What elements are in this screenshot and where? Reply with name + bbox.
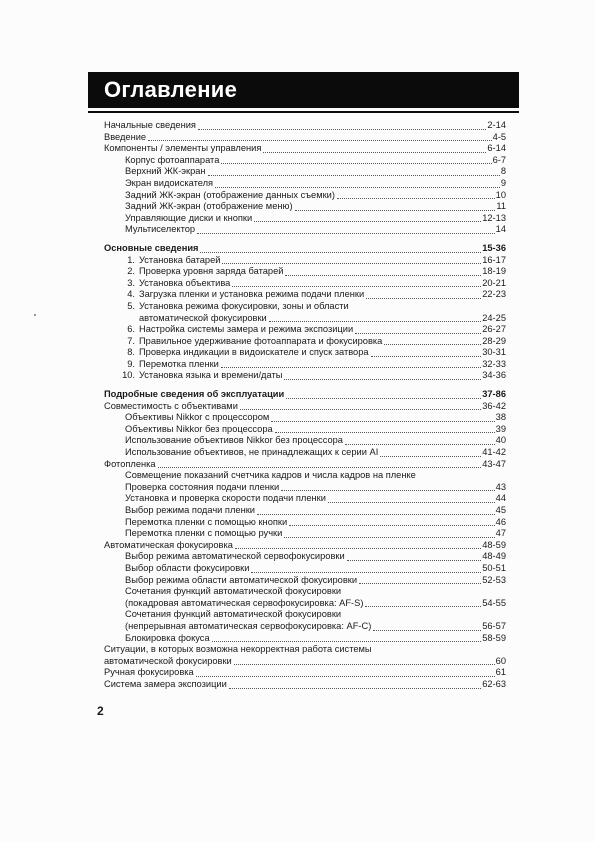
toc-entry-number: 3. [127, 277, 135, 288]
toc-entry-page: 15-36 [482, 242, 506, 253]
toc-entry-leader [221, 367, 481, 368]
toc-entry-leader [158, 467, 482, 468]
toc-entry-leader [254, 221, 481, 222]
toc-entry-text: Выбор области фокусировки [125, 562, 250, 573]
toc-entry-leader [197, 233, 495, 234]
toc-entry-label [104, 120, 196, 132]
toc-entry-label [121, 347, 369, 359]
toc-entry-number: 7. [127, 335, 135, 346]
toc-entry-page: 40 [495, 435, 506, 446]
toc-entry[interactable] [104, 551, 506, 563]
toc-entry-page: 11 [496, 201, 506, 212]
toc-entry-text: Введение [104, 131, 147, 142]
toc-entry[interactable] [104, 679, 506, 691]
toc-entry[interactable] [104, 470, 506, 482]
toc-entry-page: 20-21 [482, 277, 506, 288]
toc-entry-page: 4-5 [492, 131, 506, 142]
toc-entry-label [104, 656, 232, 668]
toc-entry-text: Установка батарей [139, 254, 221, 265]
toc-entry-label [121, 255, 220, 267]
toc-entry-label [121, 266, 283, 278]
toc-entry-text: автоматической фокусировки [139, 312, 267, 323]
toc-entry-number: 10. [122, 370, 135, 381]
toc-entry-leader [221, 163, 491, 164]
toc-entry-page: 8 [500, 166, 506, 177]
toc-entry-leader [284, 537, 494, 538]
toc-entry-text: Основные сведения [104, 242, 199, 253]
toc-entry-page: 62-63 [482, 678, 506, 689]
toc-entry-leader [229, 688, 481, 689]
toc-entry-label [125, 412, 269, 424]
toc-entry-leader [196, 676, 495, 677]
toc-entry-text: Настройка системы замера и режима экспозиции [139, 324, 354, 335]
toc-entry-page: 61 [495, 667, 506, 678]
toc-entry-page: 48-49 [482, 551, 506, 562]
toc-entry-text: (непрерывная автоматическая сервофокусировка: AF-C) [125, 620, 372, 631]
toc-entry-text: Компоненты / элементы управления [104, 143, 262, 154]
toc-entry-text: Система замера экспозиции [104, 678, 227, 689]
toc-entry-page: 43-47 [482, 458, 506, 469]
toc-entry-leader [275, 432, 495, 433]
toc-entry-leader [337, 198, 495, 199]
toc-entry-leader [365, 606, 481, 607]
toc-entry[interactable] [104, 178, 506, 190]
toc-entry[interactable] [104, 347, 506, 359]
toc-entry-label [125, 551, 345, 563]
toc-entry-page: 39 [495, 423, 506, 434]
toc-entry-label [125, 575, 357, 587]
header-bar [88, 72, 519, 108]
toc-entry-page: 18-19 [482, 266, 506, 277]
toc-entry-text: Выбор режима автоматической сервофокусировки [125, 551, 345, 562]
toc-entry-page: 26-27 [482, 324, 506, 335]
toc-entry-page: 34-36 [482, 370, 506, 381]
toc-entry-label [104, 540, 233, 552]
toc-entry[interactable] [104, 575, 506, 587]
toc-entry-text: Верхний ЖК-экран [125, 166, 206, 177]
toc-entry-leader [384, 344, 481, 345]
toc-entry[interactable] [104, 224, 506, 236]
toc-entry-text: автоматической фокусировки [104, 655, 232, 666]
toc-entry-text: Проверка состояния подачи пленки [125, 481, 280, 492]
toc-entry-page: 12-13 [482, 212, 506, 223]
toc-entry-label [125, 528, 282, 540]
toc-entry[interactable] [104, 586, 506, 598]
toc-entry[interactable] [104, 313, 506, 325]
toc-entry[interactable] [104, 435, 506, 447]
scan-mark [34, 314, 36, 316]
toc-entry[interactable] [104, 120, 506, 132]
toc-entry-text: Проверка уровня заряда батарей [139, 266, 284, 277]
toc-entry-text: Объективы Nikkor с процессором [125, 412, 270, 423]
toc-entry-label [125, 178, 213, 190]
toc-entry[interactable] [104, 336, 506, 348]
toc-entry-label [125, 447, 378, 459]
toc-entry-text: Блокировка фокуса [125, 632, 210, 643]
toc-entry[interactable] [104, 412, 506, 424]
toc-entry[interactable] [104, 633, 506, 645]
toc-entry-page: 32-33 [482, 358, 506, 369]
toc-entry-label [121, 313, 267, 325]
toc-entry-label [125, 563, 249, 575]
toc-entry-label [104, 644, 372, 656]
toc-entry[interactable] [104, 447, 506, 459]
toc-entry-page: 46 [495, 516, 506, 527]
toc-entry[interactable] [104, 598, 506, 610]
toc-entry[interactable] [104, 563, 506, 575]
toc-entry-page: 28-29 [482, 335, 506, 346]
toc-entry-text: Начальные сведения [104, 120, 196, 130]
toc-entry-text: Перемотка пленки с помощью кнопки [125, 516, 288, 527]
toc-entry[interactable] [104, 505, 506, 517]
toc-entry-number: 6. [127, 324, 135, 335]
toc-entry[interactable] [104, 289, 506, 301]
toc-entry-label [125, 505, 255, 517]
toc-entry-number: 1. [127, 254, 135, 265]
toc-entry-leader [234, 664, 495, 665]
toc-entry-label [104, 389, 284, 401]
toc-entry-leader [269, 321, 481, 322]
toc-entry[interactable] [104, 667, 506, 679]
toc-entry-label [121, 370, 282, 382]
toc-entry[interactable] [104, 359, 506, 371]
toc-entry-leader [373, 630, 481, 631]
toc-entry-label [125, 633, 210, 645]
toc-entry-label [125, 435, 343, 447]
toc-entry[interactable] [104, 424, 506, 436]
toc-entry[interactable] [104, 190, 506, 202]
toc-entry-page: 43 [495, 481, 506, 492]
toc-entry-label [125, 482, 279, 494]
toc-entry[interactable] [104, 656, 506, 668]
toc-entry-page: 24-25 [482, 312, 506, 323]
toc-entry-leader [281, 490, 495, 491]
toc-entry-text: Установка и проверка скорости подачи пленки [125, 493, 326, 504]
toc-entry-leader [347, 560, 482, 561]
toc-entry-page: 6-14 [487, 143, 506, 154]
toc-entry-text: (покадровая автоматическая сервофокусировка: AF-S) [125, 597, 364, 608]
toc-entry-page: 2-14 [487, 120, 506, 130]
toc-entry-leader [148, 140, 491, 141]
toc-entry-leader [359, 583, 481, 584]
toc-entry-text: Выбор режима подачи пленки [125, 505, 255, 515]
toc-entry-leader [235, 548, 481, 549]
toc-entry-page: 50-51 [482, 562, 506, 573]
toc-entry[interactable] [104, 143, 506, 155]
toc-entry[interactable] [104, 324, 506, 336]
toc-entry-page: 60 [495, 655, 506, 666]
toc-entry-leader [355, 333, 481, 334]
toc-entry-label [121, 278, 230, 290]
toc-entry-number: 5. [127, 300, 135, 311]
toc-entry-page: 58-59 [482, 632, 506, 643]
toc-entry-label [125, 517, 287, 529]
toc-entry-text: Установка режима фокусировки, зоны и области [139, 300, 349, 311]
toc-entry-label [125, 155, 219, 167]
toc-entry-text: Установка объектива [139, 277, 231, 288]
toc-entry-leader [366, 298, 481, 299]
toc-entry-text: Проверка индикации в видоискателе и спуск затвора [139, 347, 369, 358]
toc-entry[interactable] [104, 482, 506, 494]
toc-entry-label [125, 213, 252, 225]
toc-entry-label [125, 201, 293, 213]
toc-entry-page: 47 [495, 528, 506, 539]
toc-entry-text: Использование объективов Nikkor без процессора [125, 435, 343, 446]
toc-entry-leader [345, 444, 495, 445]
toc-entry-label [121, 324, 353, 336]
toc-entry-label [121, 336, 382, 348]
toc-entry-text: Задний ЖК-экран (отображение данных съемки) [125, 189, 335, 200]
toc-entry[interactable] [104, 609, 506, 621]
toc-entry-label [125, 224, 195, 236]
toc-entry-text: Совместимость с объективами [104, 400, 238, 411]
toc-entry-text: Автоматическая фокусировка [104, 539, 233, 550]
toc-entry-leader [286, 398, 481, 399]
toc-entry-leader [371, 356, 482, 357]
toc-entry-text: Мультиселектор [125, 224, 196, 235]
toc-entry-text: Сочетания функций автоматической фокусировки [125, 609, 342, 620]
toc-entry-page: 38 [495, 412, 506, 423]
toc-entry-page: 9 [500, 177, 506, 188]
toc-entry-label [104, 401, 238, 413]
toc-entry-leader [222, 263, 481, 264]
toc-entry-text: Экран видоискателя [125, 177, 214, 188]
toc-entry-page: 54-55 [482, 597, 506, 608]
toc-entry-label [125, 586, 341, 598]
toc-entry-leader [240, 409, 481, 410]
toc-entry-leader [289, 525, 495, 526]
toc-entry[interactable] [104, 155, 506, 167]
toc-entry-page: 52-53 [482, 574, 506, 585]
toc-entry-page: 16-17 [482, 254, 506, 265]
toc-entry-label [104, 143, 261, 155]
toc-entry-label [104, 132, 146, 144]
toc-entry-label [121, 301, 349, 313]
toc-entry[interactable] [104, 528, 506, 540]
header-rule [88, 111, 519, 113]
toc-entry[interactable] [104, 370, 506, 382]
toc-entry-label [125, 621, 371, 633]
toc-entry-page: 14 [495, 224, 506, 235]
toc-entry-number: 9. [127, 358, 135, 369]
toc-entry-page: 44 [495, 493, 506, 504]
toc-entry[interactable] [104, 213, 506, 225]
toc-entry[interactable] [104, 255, 506, 267]
toc-entry[interactable] [104, 201, 506, 213]
toc-entry-page: 22-23 [482, 289, 506, 300]
toc-entry-number: 4. [127, 289, 135, 300]
toc-entry-text: Фотопленка [104, 458, 156, 469]
toc-entry-text: Использование объективов, не принадлежащих к серии AI [125, 447, 379, 458]
toc-entry[interactable] [104, 621, 506, 633]
toc-entry[interactable] [104, 644, 506, 656]
toc-entry-leader [257, 514, 495, 515]
toc-entry-text: Задний ЖК-экран (отображение меню) [125, 201, 293, 212]
toc-entry-page: 45 [495, 505, 506, 515]
toc-entry[interactable] [104, 301, 506, 313]
section-gap [104, 382, 506, 389]
toc-entry-label [121, 359, 219, 371]
toc-entry[interactable] [104, 493, 506, 505]
toc-entry[interactable] [104, 517, 506, 529]
toc-entry-leader [284, 379, 481, 380]
toc-entry-label [125, 493, 326, 505]
toc-entry-text: Правильное удерживание фотоаппарата и фокусировка [139, 335, 383, 346]
toc-entry-leader [285, 275, 481, 276]
toc-entry-page: 30-31 [482, 347, 506, 358]
toc-entry[interactable] [104, 266, 506, 278]
toc-entry-leader [271, 421, 494, 422]
toc-entry[interactable] [104, 132, 506, 144]
toc-entry-label [104, 679, 227, 691]
toc-entry-label [104, 667, 194, 679]
toc-entry[interactable] [104, 166, 506, 178]
toc-entry-label [125, 166, 206, 178]
page-title: Оглавление [104, 77, 238, 102]
toc-entry-page: 10 [495, 189, 506, 200]
toc-entry-label [104, 243, 198, 255]
toc-entry-text: Управляющие диски и кнопки [125, 212, 253, 223]
toc-entry-text: Установка языка и времени/даты [139, 370, 283, 381]
toc-entry-label [125, 470, 416, 482]
toc-entry[interactable] [104, 401, 506, 413]
toc-entry-page: 36-42 [482, 400, 506, 411]
toc-entry-leader [200, 252, 481, 253]
toc-entry-leader [380, 456, 481, 457]
toc-entry-page: 56-57 [482, 620, 506, 631]
toc-entry-leader [295, 210, 496, 211]
toc-entry-text: Совмещение показаний счетчика кадров и числа кадров на пленке [125, 470, 416, 481]
toc-entry-page: 6-7 [492, 154, 506, 165]
toc-entry-leader [198, 129, 486, 130]
toc-entry[interactable] [104, 243, 506, 255]
toc-entry-number: 2. [127, 266, 135, 277]
toc-entry-leader [212, 641, 482, 642]
section-gap [104, 236, 506, 243]
toc-entry[interactable] [104, 278, 506, 290]
toc-entry-label [125, 190, 335, 202]
toc-entry-label [125, 598, 363, 610]
toc-entry-leader [263, 152, 486, 153]
toc-entry-leader [215, 187, 500, 188]
toc-entry[interactable] [104, 389, 506, 401]
toc-entry-text: Перемотка пленки с помощью ручки [125, 528, 283, 539]
toc-entry-text: Выбор режима области автоматической фокусировки [125, 574, 358, 585]
toc-entry-text: Загрузка пленки и установка режима подачи пленки [139, 289, 365, 300]
toc-entry-leader [251, 572, 481, 573]
toc-entry-page: 37-86 [482, 389, 506, 400]
toc-entry-text: Подробные сведения об эксплуатации [104, 389, 285, 400]
toc-entry-label [125, 609, 341, 621]
toc-entry[interactable] [104, 540, 506, 552]
toc-entry-page: 41-42 [482, 447, 506, 458]
toc-entry-label [125, 424, 273, 436]
toc-entry-label [104, 459, 156, 471]
page-number: 2 [97, 704, 104, 718]
toc-entry[interactable] [104, 459, 506, 471]
toc-entry-text: Корпус фотоаппарата [125, 154, 220, 165]
toc-entry-text: Сочетания функций автоматической фокусировки [125, 586, 342, 597]
toc-entry-text: Ситуации, в которых возможна некорректная работа системы [104, 644, 372, 655]
table-of-contents [104, 120, 506, 691]
toc-entry-text: Ручная фокусировка [104, 667, 194, 678]
toc-entry-page: 48-59 [482, 539, 506, 550]
toc-entry-leader [208, 175, 500, 176]
toc-entry-leader [328, 502, 495, 503]
toc-entry-text: Перемотка пленки [139, 358, 219, 369]
toc-entry-number: 8. [127, 347, 135, 358]
toc-entry-label [121, 289, 364, 301]
toc-entry-leader [232, 286, 481, 287]
toc-entry-text: Объективы Nikkor без процессора [125, 423, 273, 434]
